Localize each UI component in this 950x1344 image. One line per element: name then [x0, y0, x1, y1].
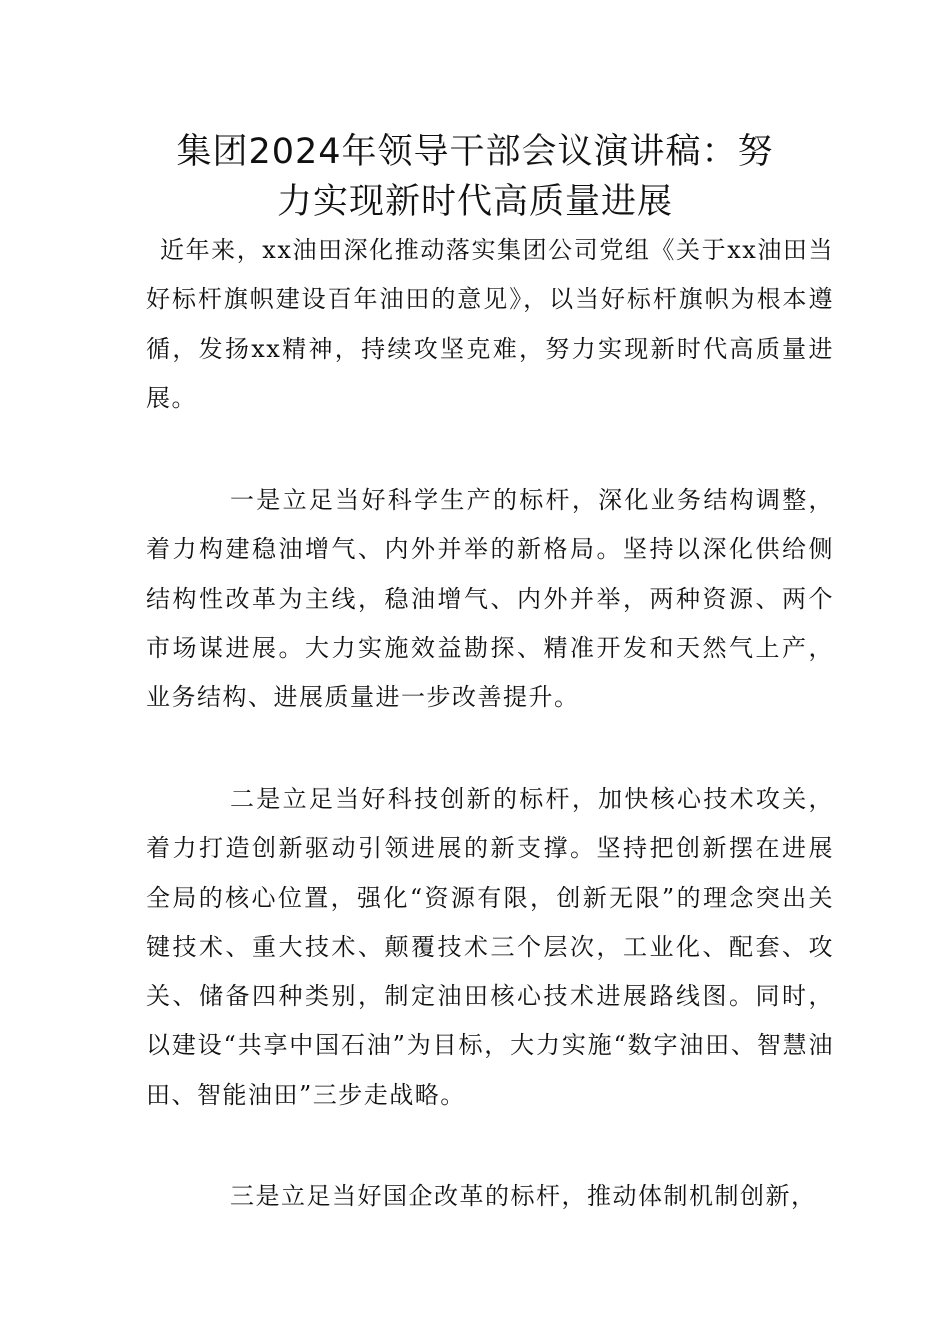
title-line-1: 集团2024年领导干部会议演讲稿：努 — [176, 132, 774, 172]
title-line-2: 力实现新时代高质量进展 — [276, 182, 673, 222]
intro-paragraph: 近年来，xx油田深化推动落实集团公司党组《关于xx油田当好标杆旗帜建设百年油田的意见》，以当好标杆旗帜为根本遵循，发扬xx精神，持续攻坚克难，努力实现新时代高质量进展。 — [146, 236, 834, 412]
paragraph-point-one: 一是立足当好科学生产的标杆，深化业务结构调整，着力构建稳油增气、内外并举的新格局。坚持以深化供给侧结构性改革为主线，稳油增气、内外并举，两种资源、两个市场谋进展。大力实施效益勘探、精准开发和天然气上产，业务结构、进展质量进一步改善提升。 — [146, 486, 834, 712]
paragraph-point-three: 三是立足当好国企改革的标杆，推动体制机制创新， — [230, 1182, 817, 1210]
document-title — [100, 127, 850, 227]
paragraph-point-two: 二是立足当好科技创新的标杆，加快核心技术攻关，着力打造创新驱动引领进展的新支撑。坚持把创新摆在进展全局的核心位置，强化“资源有限，创新无限”的理念突出关键技术、重大技术、颠覆技术三个层次，工业化、配套、攻关、储备四种类别，制定油田核心技术进展路线图。同时，以建设“共享中国石油”为目标，大力实施“数字油田、智慧油田、智能油田”三步走战略。 — [146, 785, 834, 1109]
